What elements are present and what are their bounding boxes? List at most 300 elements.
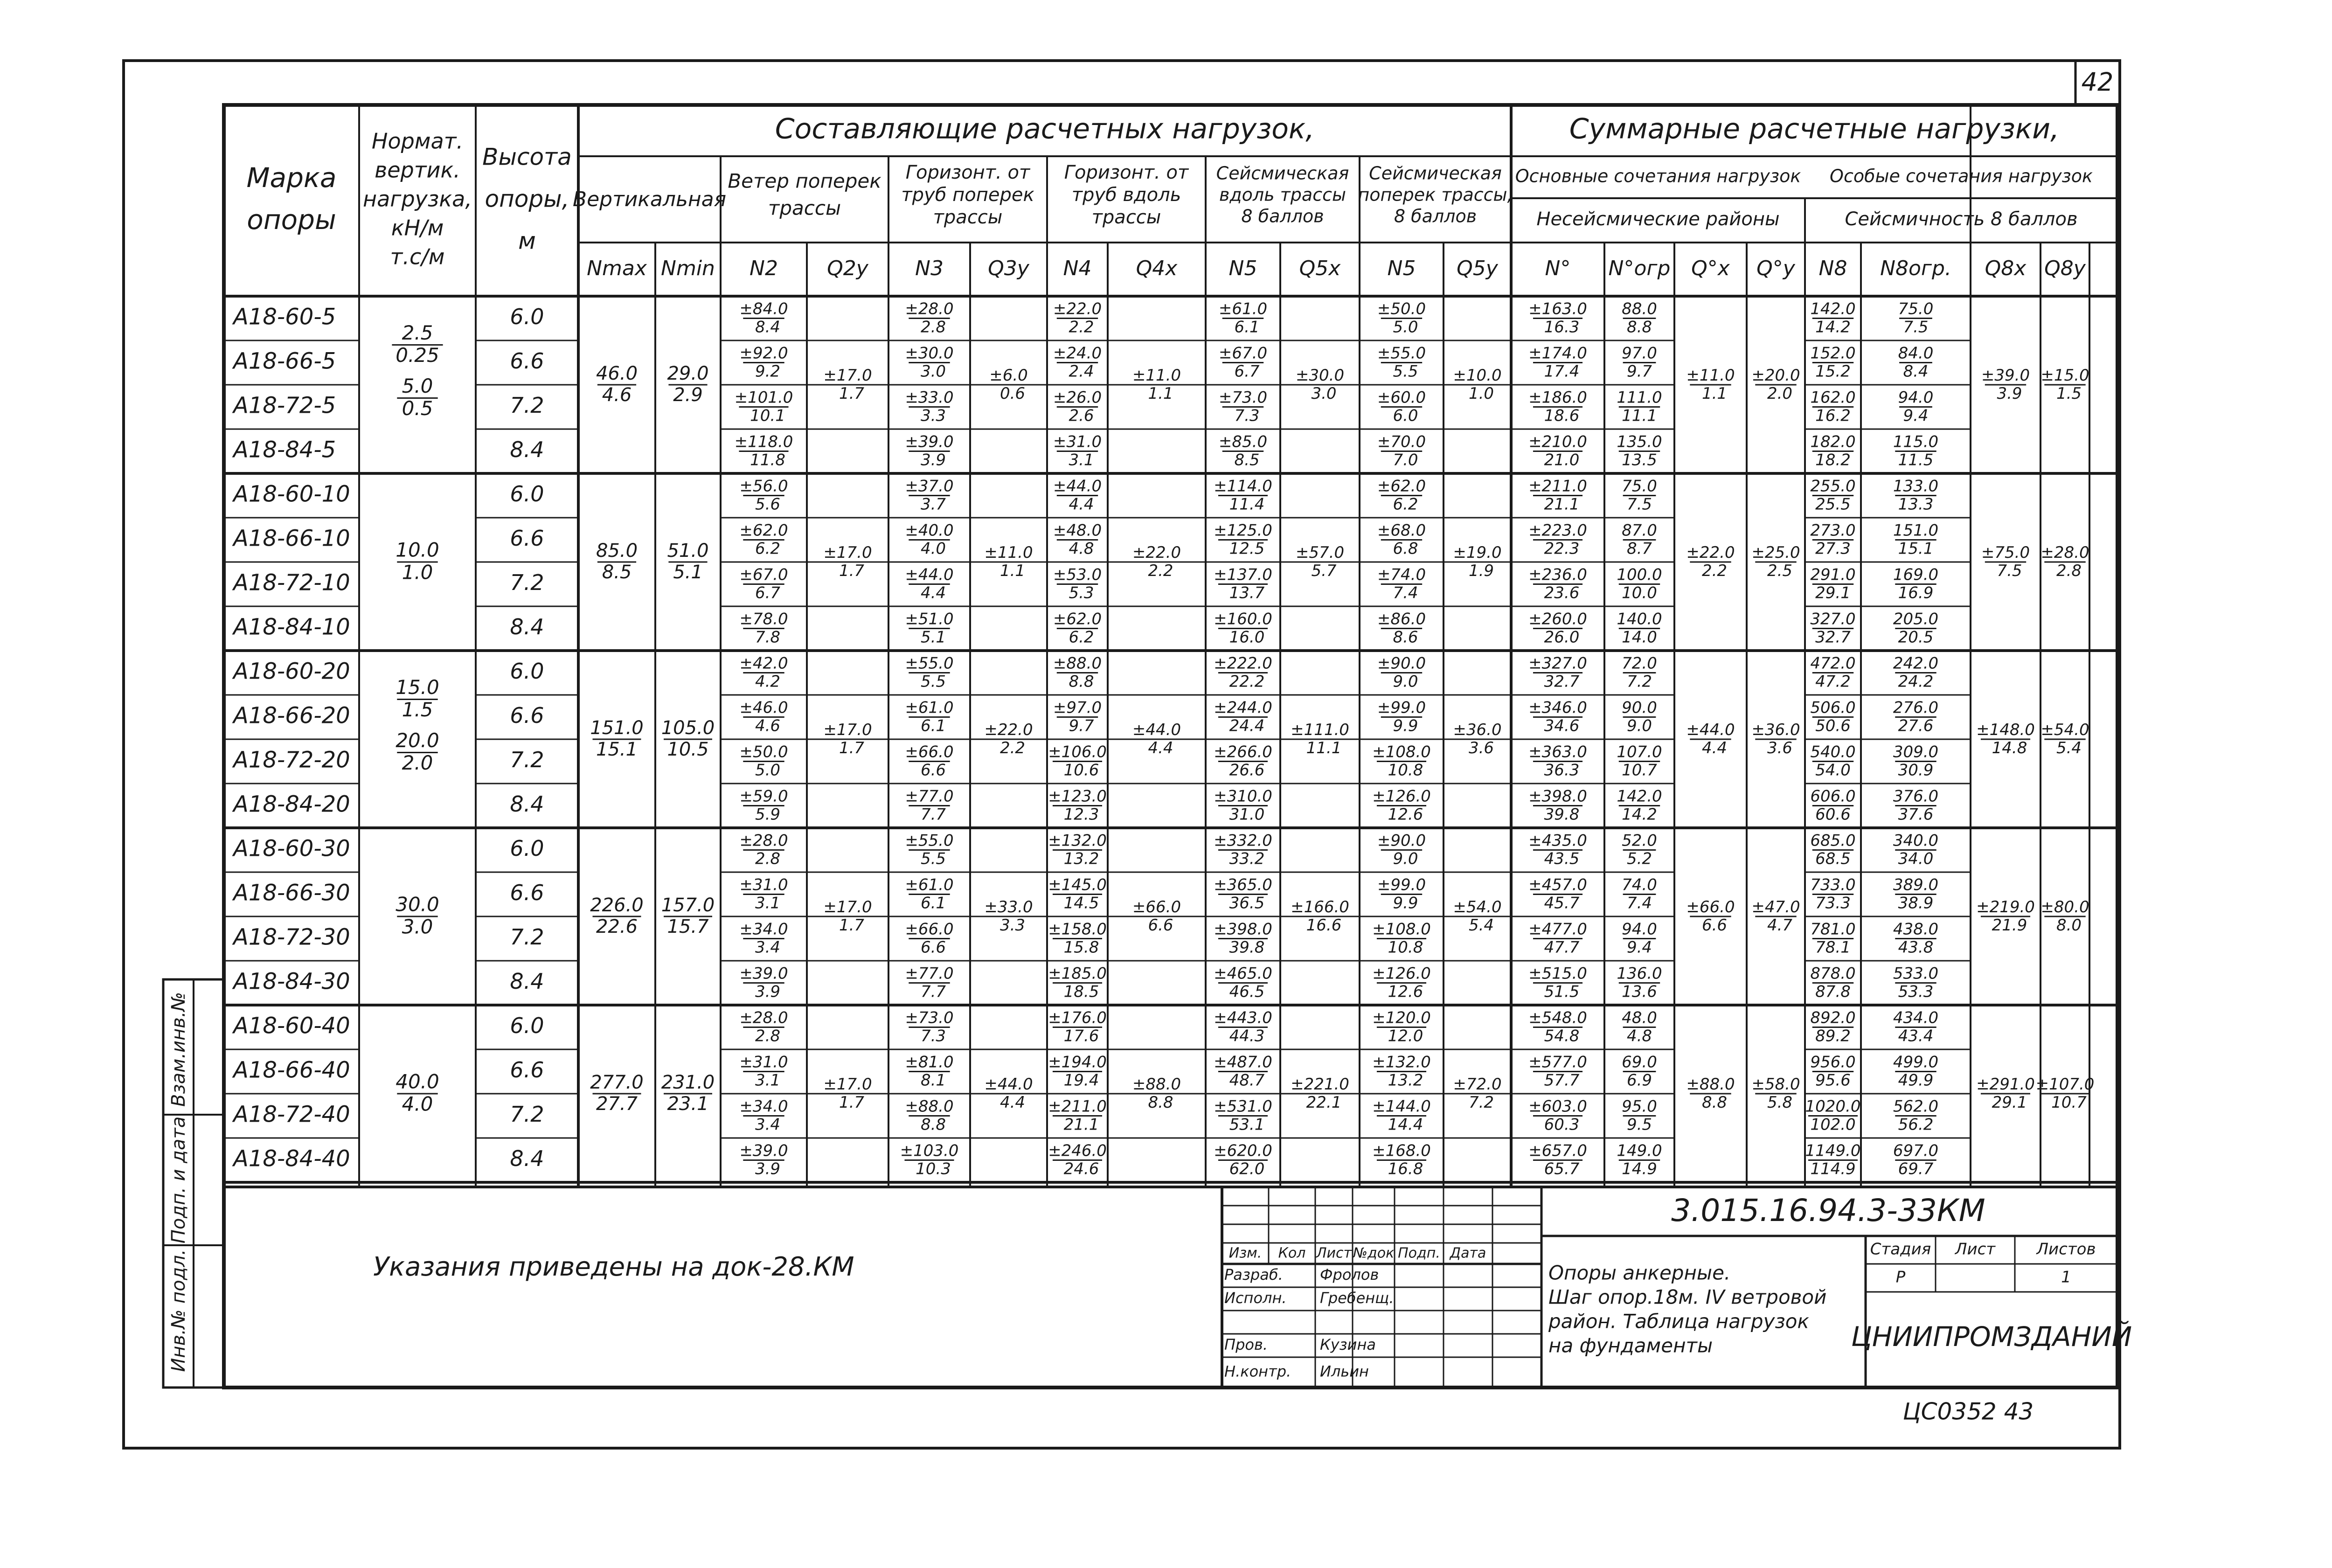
n5-across-value-tf: 12.6 xyxy=(1388,982,1423,1001)
nmax-value-tf: 4.6 xyxy=(602,384,632,406)
q3y-value-tf: 0.6 xyxy=(999,384,1026,403)
qx-special-value-tf: 7.5 xyxy=(1997,561,2022,580)
header-leaf: N4 xyxy=(1063,257,1092,280)
header-leaf: Q°y xyxy=(1756,257,1795,280)
n-special-limit-value: 169.0 xyxy=(1893,565,1939,584)
n5-along-value: ±222.0 xyxy=(1214,654,1272,673)
organization: ЦНИИПРОМЗДАНИЙ xyxy=(1851,1321,2132,1353)
n-basic-limit-value-tf: 10.7 xyxy=(1622,761,1657,780)
n2-value-tf: 8.4 xyxy=(755,318,781,337)
n-special-limit-value-tf: 53.3 xyxy=(1898,982,1934,1001)
opora-mark: А18-60-40 xyxy=(233,1013,350,1039)
n4-value: ±44.0 xyxy=(1053,477,1102,496)
n5-along-value-tf: 24.4 xyxy=(1229,716,1265,735)
n-special-limit-value: 499.0 xyxy=(1893,1053,1939,1072)
n5-across-value: ±74.0 xyxy=(1377,565,1426,584)
n5-along-value: ±244.0 xyxy=(1214,698,1272,717)
n5-across-value-tf: 6.8 xyxy=(1393,539,1418,558)
n4-value: ±185.0 xyxy=(1048,964,1107,983)
q5x-value: ±30.0 xyxy=(1295,366,1345,385)
n5-across-value: ±55.0 xyxy=(1377,344,1426,363)
qy-special-value: ±28.0 xyxy=(2040,543,2089,562)
n5-along-value-tf: 62.0 xyxy=(1229,1159,1265,1179)
n-special-limit-value: 309.0 xyxy=(1893,742,1939,762)
n5-across-value-tf: 12.0 xyxy=(1388,1027,1423,1046)
n5-along-value-tf: 7.3 xyxy=(1234,406,1260,425)
q2y-value: ±17.0 xyxy=(823,543,872,562)
n-special-limit-value-tf: 27.6 xyxy=(1898,716,1934,735)
opora-mark: А18-84-30 xyxy=(233,968,350,995)
n-special-limit-value: 151.0 xyxy=(1893,521,1939,540)
n4-value-tf: 2.2 xyxy=(1069,318,1094,337)
opora-mark: А18-72-20 xyxy=(233,747,350,773)
stamp-role: Разраб. xyxy=(1224,1266,1283,1284)
n4-value: ±123.0 xyxy=(1048,787,1107,806)
n5-across-value: ±108.0 xyxy=(1372,742,1431,762)
n2-value: ±59.0 xyxy=(739,787,788,806)
n3-value: ±30.0 xyxy=(905,344,954,363)
header-leaf: N°огр xyxy=(1608,257,1671,280)
n-basic-limit-value: 95.0 xyxy=(1622,1097,1657,1116)
q2y-value-tf: 1.7 xyxy=(839,738,865,757)
opora-mark: А18-84-20 xyxy=(233,791,350,818)
opora-height: 6.0 xyxy=(510,836,544,861)
n2-value: ±101.0 xyxy=(734,388,793,407)
n5-along-value: ±365.0 xyxy=(1214,875,1272,895)
stage-value: 1 xyxy=(2061,1268,2071,1287)
n3-value: ±77.0 xyxy=(905,787,954,806)
nmin-value-tf: 10.5 xyxy=(667,739,709,760)
opora-height: 8.4 xyxy=(510,791,544,817)
n2-value: ±28.0 xyxy=(739,831,788,850)
n5-across-value-tf: 8.6 xyxy=(1393,628,1418,647)
opora-height: 8.4 xyxy=(510,969,544,994)
n2-value-tf: 2.8 xyxy=(755,849,781,868)
n-basic-value: ±186.0 xyxy=(1528,388,1587,407)
qy-special-value-tf: 2.8 xyxy=(2056,561,2082,580)
n-special-value: 142.0 xyxy=(1810,299,1856,319)
header-hor-across: труб поперек xyxy=(901,184,1034,206)
n-special-limit-value-tf: 13.3 xyxy=(1898,495,1934,514)
n-basic-limit-value-tf: 7.5 xyxy=(1626,495,1652,514)
n-basic-limit-value: 100.0 xyxy=(1617,565,1662,584)
q4x-value: ±44.0 xyxy=(1132,720,1181,739)
q2y-value-tf: 1.7 xyxy=(839,1093,865,1112)
n-basic-value-tf: 57.7 xyxy=(1544,1071,1580,1090)
qx-special-value: ±291.0 xyxy=(1976,1075,2035,1094)
n5-along-value-tf: 48.7 xyxy=(1229,1071,1265,1090)
q5y-value: ±54.0 xyxy=(1453,897,1502,916)
n-basic-limit-value-tf: 11.1 xyxy=(1622,406,1657,425)
q5x-value-tf: 16.6 xyxy=(1306,916,1342,935)
n-basic-value: ±236.0 xyxy=(1528,565,1587,584)
n2-value-tf: 7.8 xyxy=(755,628,781,647)
n-special-limit-value-tf: 30.9 xyxy=(1898,761,1934,780)
n-special-value-tf: 87.8 xyxy=(1815,982,1851,1001)
nmax-value-tf: 8.5 xyxy=(602,562,632,583)
header-seis-across: 8 баллов xyxy=(1394,206,1477,227)
n-basic-limit-value: 74.0 xyxy=(1622,875,1657,895)
n-basic-limit-value: 136.0 xyxy=(1617,964,1662,983)
header-leaf: N3 xyxy=(915,257,944,280)
n2-value: ±118.0 xyxy=(734,432,793,451)
n-basic-limit-value: 52.0 xyxy=(1622,831,1657,850)
opora-height: 7.2 xyxy=(510,747,544,772)
opora-height: 6.0 xyxy=(510,481,544,506)
n3-value-tf: 6.1 xyxy=(920,716,946,735)
n-special-value-tf: 18.2 xyxy=(1815,451,1851,470)
n5-across-value-tf: 14.4 xyxy=(1388,1115,1423,1134)
n3-value-tf: 4.0 xyxy=(920,539,946,558)
q5x-value: ±221.0 xyxy=(1291,1075,1349,1094)
n5-across-value-tf: 13.2 xyxy=(1388,1071,1423,1090)
n3-value: ±66.0 xyxy=(905,742,954,762)
header-seis-along: 8 баллов xyxy=(1241,206,1324,227)
n3-value: ±73.0 xyxy=(905,1008,954,1027)
n3-value: ±39.0 xyxy=(905,432,954,451)
q3y-value: ±22.0 xyxy=(984,720,1033,739)
n-special-value: 1149.0 xyxy=(1805,1141,1861,1160)
nmax-value-tf: 15.1 xyxy=(596,739,638,760)
qx-special-value-tf: 29.1 xyxy=(1992,1093,2027,1112)
header-sum: Суммарные расчетные нагрузки, xyxy=(1569,112,2060,146)
n-basic-value: ±363.0 xyxy=(1528,742,1587,762)
nmax-value: 226.0 xyxy=(590,895,644,916)
header-leaf: Q5x xyxy=(1299,257,1341,280)
n-special-limit-value-tf: 24.2 xyxy=(1898,672,1934,691)
n5-across-value: ±120.0 xyxy=(1372,1008,1431,1027)
qy-basic-value-tf: 3.6 xyxy=(1767,738,1793,757)
drawing-title: на фундаменты xyxy=(1548,1334,1713,1357)
header-hor-along: Горизонт. от xyxy=(1064,162,1189,183)
n4-value: ±176.0 xyxy=(1048,1008,1107,1027)
qy-basic-value: ±25.0 xyxy=(1751,543,1800,562)
n-special-limit-value-tf: 8.4 xyxy=(1903,362,1929,381)
opora-height: 8.4 xyxy=(510,1146,544,1171)
n2-value-tf: 6.2 xyxy=(755,539,781,558)
n-special-value-tf: 102.0 xyxy=(1810,1115,1856,1134)
opora-mark: А18-60-10 xyxy=(233,481,350,507)
opora-mark: А18-60-30 xyxy=(233,835,350,862)
header-leaf: Q8y xyxy=(2044,257,2086,280)
header-wind: Ветер поперек xyxy=(728,169,881,193)
q2y-value-tf: 1.7 xyxy=(839,916,865,935)
n-special-limit-value: 133.0 xyxy=(1893,477,1939,496)
qy-basic-value: ±58.0 xyxy=(1751,1075,1800,1094)
general-note: Указания приведены на док-28.КМ xyxy=(373,1252,854,1283)
q5y-value-tf: 7.2 xyxy=(1468,1093,1494,1112)
opora-mark: А18-84-10 xyxy=(233,614,350,640)
q5y-value-tf: 3.6 xyxy=(1468,738,1494,757)
n5-along-value-tf: 12.5 xyxy=(1229,539,1265,558)
opora-height: 8.4 xyxy=(510,437,544,462)
n-special-limit-value: 438.0 xyxy=(1893,920,1939,939)
header-hor-across: трассы xyxy=(933,207,1003,228)
n-basic-value-tf: 34.6 xyxy=(1544,716,1580,735)
q5y-value-tf: 1.0 xyxy=(1468,384,1494,403)
n5-along-value-tf: 39.8 xyxy=(1229,938,1265,957)
qx-special-value-tf: 21.9 xyxy=(1992,916,2027,935)
n-basic-value-tf: 51.5 xyxy=(1544,982,1580,1001)
n5-along-value: ±125.0 xyxy=(1214,521,1272,540)
n5-along-value-tf: 36.5 xyxy=(1229,894,1265,913)
n-special-value: 606.0 xyxy=(1810,787,1856,806)
n2-value-tf: 2.8 xyxy=(755,1027,781,1046)
q2y-value: ±17.0 xyxy=(823,720,872,739)
qx-basic-value: ±44.0 xyxy=(1686,720,1735,739)
stamp-col-label: Изм. xyxy=(1228,1245,1262,1262)
header-special2: Сейсмичность 8 баллов xyxy=(1845,208,2078,230)
q5x-value: ±166.0 xyxy=(1291,897,1349,916)
normative-load-value: 20.0 xyxy=(396,728,439,752)
n5-along-value: ±398.0 xyxy=(1214,920,1272,939)
n4-value: ±158.0 xyxy=(1048,920,1107,939)
n-special-limit-value-tf: 56.2 xyxy=(1898,1115,1934,1134)
n5-along-value: ±266.0 xyxy=(1214,742,1272,762)
n4-value: ±246.0 xyxy=(1048,1141,1107,1160)
qx-basic-value: ±11.0 xyxy=(1686,366,1735,385)
n3-value: ±55.0 xyxy=(905,831,954,850)
n5-across-value: ±99.0 xyxy=(1377,875,1426,895)
n-basic-limit-value-tf: 10.0 xyxy=(1622,583,1657,603)
n5-across-value: ±60.0 xyxy=(1377,388,1426,407)
n-special-value-tf: 15.2 xyxy=(1815,362,1851,381)
qy-special-value-tf: 5.4 xyxy=(2056,738,2082,757)
copy-number: ЦС0352 43 xyxy=(1902,1398,2034,1425)
opora-mark: А18-60-5 xyxy=(233,304,336,330)
n4-value-tf: 6.2 xyxy=(1069,628,1094,647)
n-basic-value: ±260.0 xyxy=(1528,610,1587,629)
n-basic-limit-value-tf: 13.5 xyxy=(1622,451,1657,470)
n5-across-value-tf: 9.9 xyxy=(1393,716,1418,735)
n3-value-tf: 6.6 xyxy=(920,761,946,780)
n-basic-limit-value-tf: 6.9 xyxy=(1626,1071,1652,1090)
opora-mark: А18-72-5 xyxy=(233,392,336,419)
n4-value: ±211.0 xyxy=(1048,1097,1107,1116)
n-basic-limit-value-tf: 8.7 xyxy=(1626,539,1652,558)
n-special-value: 781.0 xyxy=(1810,920,1856,939)
n2-value: ±31.0 xyxy=(739,875,788,895)
n3-value: ±88.0 xyxy=(905,1097,954,1116)
n3-value-tf: 10.3 xyxy=(916,1159,951,1179)
n5-across-value-tf: 9.9 xyxy=(1393,894,1418,913)
n5-along-value-tf: 31.0 xyxy=(1229,805,1265,824)
n-special-value-tf: 73.3 xyxy=(1815,894,1851,913)
n-special-limit-value: 94.0 xyxy=(1898,388,1934,407)
n-basic-limit-value-tf: 8.8 xyxy=(1626,318,1652,337)
n-special-limit-value: 389.0 xyxy=(1893,875,1939,895)
q5x-value-tf: 3.0 xyxy=(1311,384,1337,403)
n3-value-tf: 5.5 xyxy=(920,672,946,691)
header-leaf: Q°x xyxy=(1691,257,1730,280)
header-hor-along: трассы xyxy=(1091,207,1161,228)
q4x-value: ±66.0 xyxy=(1132,897,1181,916)
n2-value-tf: 6.7 xyxy=(755,583,781,603)
opora-height: 6.6 xyxy=(510,880,544,905)
q5y-value: ±36.0 xyxy=(1453,720,1502,739)
opora-mark: А18-66-20 xyxy=(233,702,350,729)
n4-value: ±88.0 xyxy=(1053,654,1102,673)
n-special-value: 1020.0 xyxy=(1805,1097,1861,1116)
n5-across-value: ±108.0 xyxy=(1372,920,1431,939)
n-special-value-tf: 114.9 xyxy=(1810,1159,1856,1179)
n-special-value: 273.0 xyxy=(1810,521,1856,540)
opora-mark: А18-66-40 xyxy=(233,1057,350,1083)
n3-value: ±55.0 xyxy=(905,654,954,673)
normative-load-value-tf: 0.5 xyxy=(402,397,433,420)
n-basic-value-tf: 32.7 xyxy=(1544,672,1580,691)
drawing-title: район. Таблица нагрузок xyxy=(1548,1310,1809,1333)
normative-load-value-tf: 3.0 xyxy=(402,915,433,938)
qy-special-value-tf: 1.5 xyxy=(2056,384,2082,403)
n-basic-limit-value-tf: 5.2 xyxy=(1626,849,1652,868)
n5-along-value: ±73.0 xyxy=(1218,388,1268,407)
nmax-value-tf: 22.6 xyxy=(596,916,638,937)
stage-label: Стадия xyxy=(1870,1240,1931,1259)
n-special-limit-value-tf: 37.6 xyxy=(1898,805,1934,824)
n-basic-value: ±435.0 xyxy=(1528,831,1587,850)
side-label: Подп. и дата xyxy=(168,1116,189,1244)
nmin-value: 157.0 xyxy=(661,895,715,916)
n3-value-tf: 8.1 xyxy=(920,1071,946,1090)
q5x-value-tf: 11.1 xyxy=(1306,738,1342,757)
opora-mark: А18-72-30 xyxy=(233,924,350,951)
qx-basic-value-tf: 6.6 xyxy=(1701,916,1728,935)
n-basic-value: ±163.0 xyxy=(1528,299,1587,319)
n4-value-tf: 4.8 xyxy=(1069,539,1094,558)
n3-value-tf: 3.3 xyxy=(920,406,946,425)
n-basic-value-tf: 21.1 xyxy=(1544,495,1580,514)
n5-along-value-tf: 16.0 xyxy=(1229,628,1265,647)
qy-special-value: ±107.0 xyxy=(2035,1075,2095,1094)
header-leaf: N8огр. xyxy=(1880,257,1951,280)
stamp-col-label: Дата xyxy=(1450,1245,1486,1262)
n-special-limit-value-tf: 38.9 xyxy=(1898,894,1934,913)
n3-value-tf: 7.3 xyxy=(920,1027,946,1046)
n-special-value: 540.0 xyxy=(1810,742,1856,762)
q2y-value-tf: 1.7 xyxy=(839,384,865,403)
n5-across-value: ±144.0 xyxy=(1372,1097,1431,1116)
qy-special-value: ±54.0 xyxy=(2040,720,2089,739)
q4x-value: ±22.0 xyxy=(1132,543,1181,562)
n-special-limit-value: 533.0 xyxy=(1893,964,1939,983)
drawing-title: Опоры анкерные. xyxy=(1548,1261,1731,1284)
n-basic-limit-value: 97.0 xyxy=(1622,344,1657,363)
nmax-value: 151.0 xyxy=(590,717,644,739)
n-special-value: 506.0 xyxy=(1810,698,1856,717)
opora-height: 6.0 xyxy=(510,1013,544,1038)
n5-across-value-tf: 10.8 xyxy=(1388,938,1423,957)
nmax-value: 277.0 xyxy=(590,1072,644,1093)
stage-label: Листов xyxy=(2036,1240,2096,1259)
qy-basic-value-tf: 4.7 xyxy=(1767,916,1793,935)
n-basic-value: ±457.0 xyxy=(1528,875,1587,895)
qx-special-value-tf: 14.8 xyxy=(1992,738,2027,757)
opora-height: 6.6 xyxy=(510,526,544,551)
n5-along-value: ±487.0 xyxy=(1214,1053,1272,1072)
n4-value-tf: 2.4 xyxy=(1069,362,1094,381)
header-wind: трассы xyxy=(768,196,841,220)
n2-value-tf: 9.2 xyxy=(755,362,781,381)
n5-along-value: ±85.0 xyxy=(1218,432,1268,451)
header-leaf: Q8x xyxy=(1985,257,2027,280)
n4-value: ±106.0 xyxy=(1048,742,1107,762)
n-special-limit-value: 276.0 xyxy=(1893,698,1939,717)
q2y-value: ±17.0 xyxy=(823,1075,872,1094)
qy-basic-value-tf: 5.8 xyxy=(1767,1093,1793,1112)
q4x-value: ±88.0 xyxy=(1132,1075,1181,1094)
n-basic-value: ±603.0 xyxy=(1528,1097,1587,1116)
qx-basic-value-tf: 1.1 xyxy=(1701,384,1728,403)
n5-along-value: ±137.0 xyxy=(1214,565,1272,584)
n4-value-tf: 15.8 xyxy=(1063,938,1099,957)
q5y-value: ±72.0 xyxy=(1453,1075,1502,1094)
opora-height: 7.2 xyxy=(510,924,544,950)
n4-value: ±97.0 xyxy=(1053,698,1102,717)
n4-value-tf: 9.7 xyxy=(1069,716,1094,735)
n2-value: ±34.0 xyxy=(739,920,788,939)
opora-height: 8.4 xyxy=(510,614,544,639)
n-special-value-tf: 27.3 xyxy=(1815,539,1851,558)
n-special-limit-value: 340.0 xyxy=(1893,831,1939,850)
qy-special-value: ±80.0 xyxy=(2040,897,2089,916)
normative-load-value-tf: 0.25 xyxy=(396,344,439,367)
q5y-value-tf: 5.4 xyxy=(1468,916,1494,935)
n5-across-value: ±50.0 xyxy=(1377,299,1426,319)
header-seis-across: Сейсмическая xyxy=(1369,163,1502,184)
n-basic-limit-value: 48.0 xyxy=(1622,1008,1657,1027)
n-basic-limit-value: 111.0 xyxy=(1617,388,1662,407)
n4-value-tf: 18.5 xyxy=(1063,982,1099,1001)
n3-value: ±61.0 xyxy=(905,698,954,717)
n-special-value-tf: 50.6 xyxy=(1815,716,1851,735)
stage-value: Р xyxy=(1895,1268,1906,1287)
n2-value: ±34.0 xyxy=(739,1097,788,1116)
qy-basic-value-tf: 2.0 xyxy=(1767,384,1793,403)
n5-across-value: ±70.0 xyxy=(1377,432,1426,451)
n3-value: ±51.0 xyxy=(905,610,954,629)
n-basic-value-tf: 43.5 xyxy=(1544,849,1580,868)
n-basic-limit-value-tf: 9.4 xyxy=(1626,938,1652,957)
header-seis-along: Сейсмическая xyxy=(1216,163,1349,184)
normative-load-value-tf: 2.0 xyxy=(402,751,433,775)
n5-across-value-tf: 7.4 xyxy=(1393,583,1418,603)
n-basic-limit-value-tf: 4.8 xyxy=(1626,1027,1652,1046)
n2-value: ±39.0 xyxy=(739,1141,788,1160)
n3-value-tf: 5.1 xyxy=(920,628,946,647)
n-basic-limit-value-tf: 14.9 xyxy=(1622,1159,1657,1179)
stamp-name: Ильин xyxy=(1320,1362,1369,1381)
n-special-value-tf: 78.1 xyxy=(1815,938,1851,957)
n-special-value-tf: 54.0 xyxy=(1815,761,1851,780)
n-basic-value-tf: 18.6 xyxy=(1544,406,1580,425)
n-special-value: 472.0 xyxy=(1810,654,1856,673)
nmin-value: 231.0 xyxy=(661,1072,715,1093)
n-special-limit-value-tf: 43.4 xyxy=(1898,1027,1934,1046)
n4-value: ±24.0 xyxy=(1053,344,1102,363)
n-basic-value-tf: 65.7 xyxy=(1544,1159,1580,1179)
n5-along-value: ±114.0 xyxy=(1214,477,1272,496)
normative-load-value-tf: 4.0 xyxy=(402,1092,433,1116)
n3-value-tf: 7.7 xyxy=(920,982,946,1001)
n5-across-value-tf: 5.5 xyxy=(1393,362,1418,381)
q5y-value: ±19.0 xyxy=(1453,543,1502,562)
n3-value-tf: 8.8 xyxy=(920,1115,946,1134)
n5-along-value-tf: 13.7 xyxy=(1229,583,1265,603)
qx-basic-value: ±22.0 xyxy=(1686,543,1735,562)
n4-value-tf: 19.4 xyxy=(1063,1071,1099,1090)
normative-load-value: 15.0 xyxy=(396,675,439,699)
